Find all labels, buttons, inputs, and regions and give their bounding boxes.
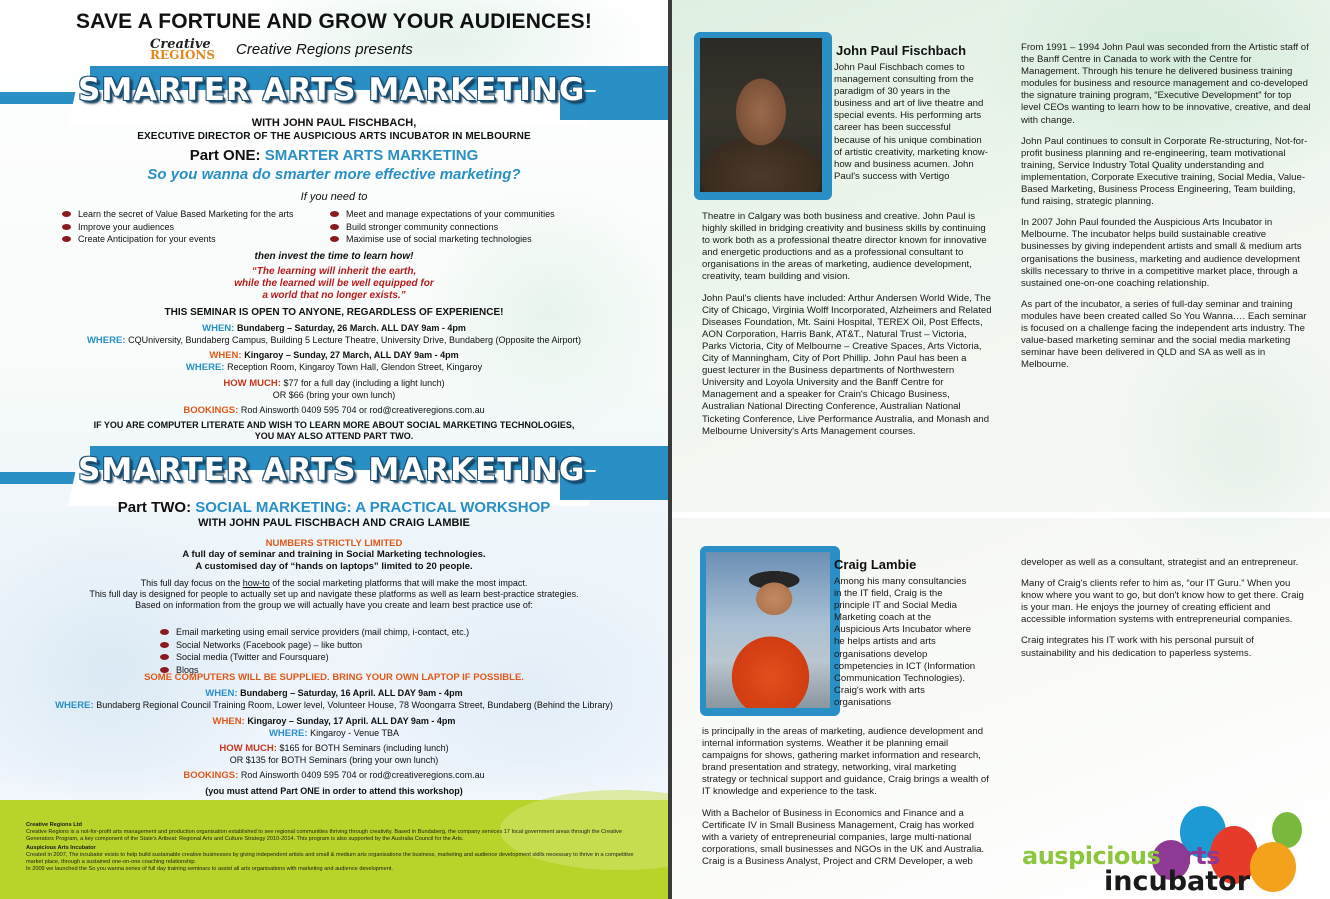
topics-list — [160, 626, 469, 676]
john-paul-photo-frame — [694, 32, 832, 200]
part-two-price-alt: OR $135 for BOTH Seminars (bring your own lunch) — [229, 755, 439, 765]
bio-name: Craig Lambie — [834, 557, 917, 572]
presents-line: Creative Regions presents — [236, 41, 413, 58]
part-two-when-1: WHEN: Bundaberg – Saturday, 16 April. ALL DAY 9am - 4pm — [205, 688, 463, 699]
part-two-price: HOW MUCH: $165 for BOTH Seminars (including lunch) — [219, 743, 449, 754]
bio-text-column: developer as well as a consultant, strategist and an entrepreneur. Many of Craig's clients refer to him as, “our IT Guru.” When you know where you want to go, but don't know how to get there. Craig is your man. He enjoys the journey of creating efficient and accessible information systems with entrepreneurial companies. Craig integrates his IT work with his personal pursuit of sustainability and his dedication to paperless systems. — [1021, 557, 1304, 659]
needs-list-right — [330, 208, 555, 246]
list-item: Social Networks (Facebook page) – like button — [160, 639, 469, 652]
list-item: Meet and manage expectations of your communities — [330, 208, 555, 221]
invest-line: then invest the time to learn how! — [254, 251, 414, 262]
part-two-invite: IF YOU ARE COMPUTER LITERATE AND WISH TO LEARN MORE ABOUT SOCIAL MARKETING TECHNOLOGIES, YOU MAY ALSO ATTEND PART TWO. — [93, 420, 575, 441]
open-to-anyone: THIS SEMINAR IS OPEN TO ANYONE, REGARDLESS OF EXPERIENCE! — [164, 307, 504, 318]
part-two-heading: Part TWO: SOCIAL MARKETING: A PRACTICAL WORKSHOP — [117, 499, 551, 516]
footer-text: Creative Regions Ltd Creative Regions is a not-for-profit arts management and production organisation established to see regional communities thriving through creativity. Based in Bundaberg, the company services 17 local government areas through the Creative Generators Program, a key component of the State's Artbeat: Regional Arts and Culture Strategy 2010-2014. This program is also supported by the Australia Council for the Arts. Auspicious Arts Incubator Created in 2007, The incubator exists to help build sustainable creative businesses by giving independent artists and small & medium arts organisations the business, marketing and audience development skills necessary to thrive in a competitive market place, through a sustained one-on-one coaching relationship. In 2009 we launched the So you wanna series of full day training seminars to assist all arts organisations with marketing and audience development. — [26, 822, 634, 872]
craig-portrait — [706, 552, 830, 708]
bio-text: Theatre in Calgary was both business and creative. John Paul is highly skilled in bridging creativity and business skills by continuing to work both as a professional theatre director known for innovative and energetic productions and as a professional consultant to organisations in the areas of marketing, audience development, creativity, team building and vision. John Paul's clients have included: Arthur Andersen World Wide, The City of Chicago, Virginia Wolff Incorporated, Alzheimers and Related Diseases Foundation, Mt. Saini Hospital, TEREX Oil, Post Effects, AON Corporation, Harris Bank, AT&T., Natural Trust – Victoria, Parks Victoria, City of Melbourne – Creative Spaces, Arts Victoria, City of Manningham, City of Port Phillip. John Paul has been a guest lecturer in the Business departments of Northwestern University and Loyola University and the Banff Centre for Management and a speaker for Crain's Chicago Business, Australian National Directing Conference, Australian National Ticketing Conference, Live Performance Australia, and Monash and Melbourne University's Arts Management courses. — [702, 211, 992, 437]
part-one-where-1: WHERE: CQUniversity, Bundaberg Campus, Building 5 Lecture Theatre, University Drive, Bundaberg (Opposite the Airport) — [86, 335, 582, 346]
footer — [0, 800, 668, 899]
list-item: Learn the secret of Value Based Marketing for the arts — [62, 208, 293, 221]
craig-photo-frame — [700, 546, 840, 716]
part-one-when-1: WHEN: Bundaberg – Saturday, 26 March. ALL DAY 9am - 4pm — [202, 323, 466, 334]
if-you-need-to: If you need to — [300, 191, 368, 203]
banner-title: SMARTER ARTS MARKETING — [78, 452, 586, 488]
auspicious-arts-incubator-logo: auspicious arts incubator — [1022, 806, 1322, 899]
part-two-bookings: BOOKINGS: Rod Ainsworth 0409 595 704 or rod@creativeregions.com.au — [183, 770, 485, 781]
bio-text: is principally in the areas of marketing, audience development and internal information systems. Weather it be planning email campaigns for shows, gathering market information and research, brand presentation and strategy, networking, viral marketing strategy or technical support and guidance, Craig brings a wealth of IT knowledge and experience to the task. With a Bachelor of Business in Economics and Finance and a Certificate IV in Small Business Management, Craig has worked with a variety of entrepreneurial companies, large multi-national corporations, small businesses and NGOs in the UK and Australia. Craig is a Business Analyst, Project and CRM Developer, a web — [702, 726, 989, 867]
part-two-when-2: WHEN: Kingaroy – Sunday, 17 April. ALL DAY 9am - 4pm — [212, 716, 456, 727]
quote: “The learning will inherit the earth, while the learned will be well equipped for a world that no longer exists.” — [234, 266, 434, 301]
part-one-where-2: WHERE: Reception Room, Kingaroy Town Hall, Glendon Street, Kingaroy — [185, 362, 483, 373]
presenter-line: WITH JOHN PAUL FISCHBACH, — [251, 117, 417, 129]
part-one-price-alt: OR $66 (bring your own lunch) — [272, 390, 396, 400]
list-item: Social media (Twitter and Foursquare) — [160, 651, 469, 664]
list-item: Email marketing using email service providers (mail chimp, i-contact, etc.) — [160, 626, 469, 639]
presenter-role: EXECUTIVE DIRECTOR OF THE AUSPICIOUS ARTS INCUBATOR IN MELBOURNE — [137, 131, 531, 142]
part-one-price: HOW MUCH: $77 for a full day (including a light lunch) — [223, 378, 445, 389]
computers-note: SOME COMPUTERS WILL BE SUPPLIED. BRING YOUR OWN LAPTOP IF POSSIBLE. — [144, 672, 524, 683]
list-item: Maximise use of social marketing technologies — [330, 233, 555, 246]
part-two-presenters: WITH JOHN PAUL FISCHBACH AND CRAIG LAMBIE — [198, 517, 470, 529]
list-item: Build stronger community connections — [330, 221, 555, 234]
section-divider — [672, 512, 1330, 518]
part-one-heading: Part ONE: SMARTER ARTS MARKETING — [189, 147, 479, 164]
numbers-limited: NUMBERS STRICTLY LIMITED — [265, 538, 403, 549]
title-banner — [0, 66, 668, 124]
title-banner-2 — [0, 446, 668, 504]
list-item: Create Anticipation for your events — [62, 233, 293, 246]
bio-text-column: From 1991 – 1994 John Paul was seconded from the Artistic staff of the Banff Centre in Canada to work with the Centre for Management. Through his tenure he delivered business training modules for business and resource management and co-developed the signature training program, “Executive Development” for top level CEOs wanting to learn how to be innovative, creative, and deal with change. John Paul continues to consult in Corporate Re-structuring, Not-for-profit business planning and re-engineering, team motivational training, Service Industry Total Quality understanding and implementation, Corporate Executive training, Social Media, Value-Based Marketing, Business Process Engineering, Team building, fund raising, strategic planning. In 2007 John Paul founded the Auspicious Arts Incubator in Melbourne. The incubator helps build sustainable creative businesses by giving independent artists and small & medium arts organisations the business, marketing and audience development skills necessary to thrive in a competitive market place, through a sustained one-on-one coaching relationship. As part of the incubator, a series of full-day seminar and training modules have been created called So You Wanna…. Each seminar is focused on a challenge facing the independent arts industry. The value-based marketing seminar and the social media marketing seminar have been delivered in QLD and SA as well as in Melbourne. — [1021, 42, 1311, 371]
creative-regions-logo: Creative REGIONS — [150, 37, 216, 62]
full-day-description: A full day of seminar and training in Social Marketing technologies. A customised day of “hands on laptops” limited to 20 people. — [182, 549, 486, 572]
list-item: Blogs — [160, 664, 469, 677]
part-one-bookings: BOOKINGS: Rod Ainsworth 0409 595 704 or rod@creativeregions.com.au — [183, 405, 485, 416]
focus-description: This full day focus on the how-to of the social marketing platforms that will make the most impact. This full day is designed for people to actually set up and navigate these platforms as well as learn best-practice strategies. Based on information from the group we will actually have you create and learn best practice use of: — [89, 578, 579, 610]
attendance-note: (you must attend Part ONE in order to attend this workshop) — [205, 786, 463, 796]
bio-text: John Paul Fischbach comes to management consulting from the paradigm of 30 years in the business and art of live theatre and special events. His performing arts career has been successful because of his unique combination of artistic creativity, marketing know-how and business acumen. John Paul's success with Vertigo — [834, 62, 988, 182]
bio-name: John Paul Fischbach — [836, 43, 967, 58]
banner-title: SMARTER ARTS MARKETING — [78, 72, 586, 108]
right-page — [672, 0, 1330, 899]
list-item: Improve your audiences — [62, 221, 293, 234]
headline: SAVE A FORTUNE AND GROW YOUR AUDIENCES! — [75, 10, 593, 33]
part-two-where-2: WHERE: Kingaroy - Venue TBA — [268, 728, 400, 739]
bio-text: Among his many consultancies in the IT field, Craig is the principle IT and Social Media Marketing coach at the Auspicious Arts Incubator where he helps artists and arts organisations develop competencies in ICT (Information Communication Technologies). Craig's work with arts organisations — [834, 576, 976, 708]
part-two-where-1: WHERE: Bundaberg Regional Council Training Room, Lower level, Volunteer House, 78 Woongarra Street, Bundaberg (Behind the Library) — [55, 700, 613, 711]
john-paul-portrait — [700, 38, 822, 192]
part-one-when-2: WHEN: Kingaroy – Sunday, 27 March, ALL DAY 9am - 4pm — [209, 350, 459, 361]
part-one-subtitle: So you wanna do smarter more effective marketing? — [147, 166, 521, 183]
needs-list-left — [62, 208, 293, 246]
